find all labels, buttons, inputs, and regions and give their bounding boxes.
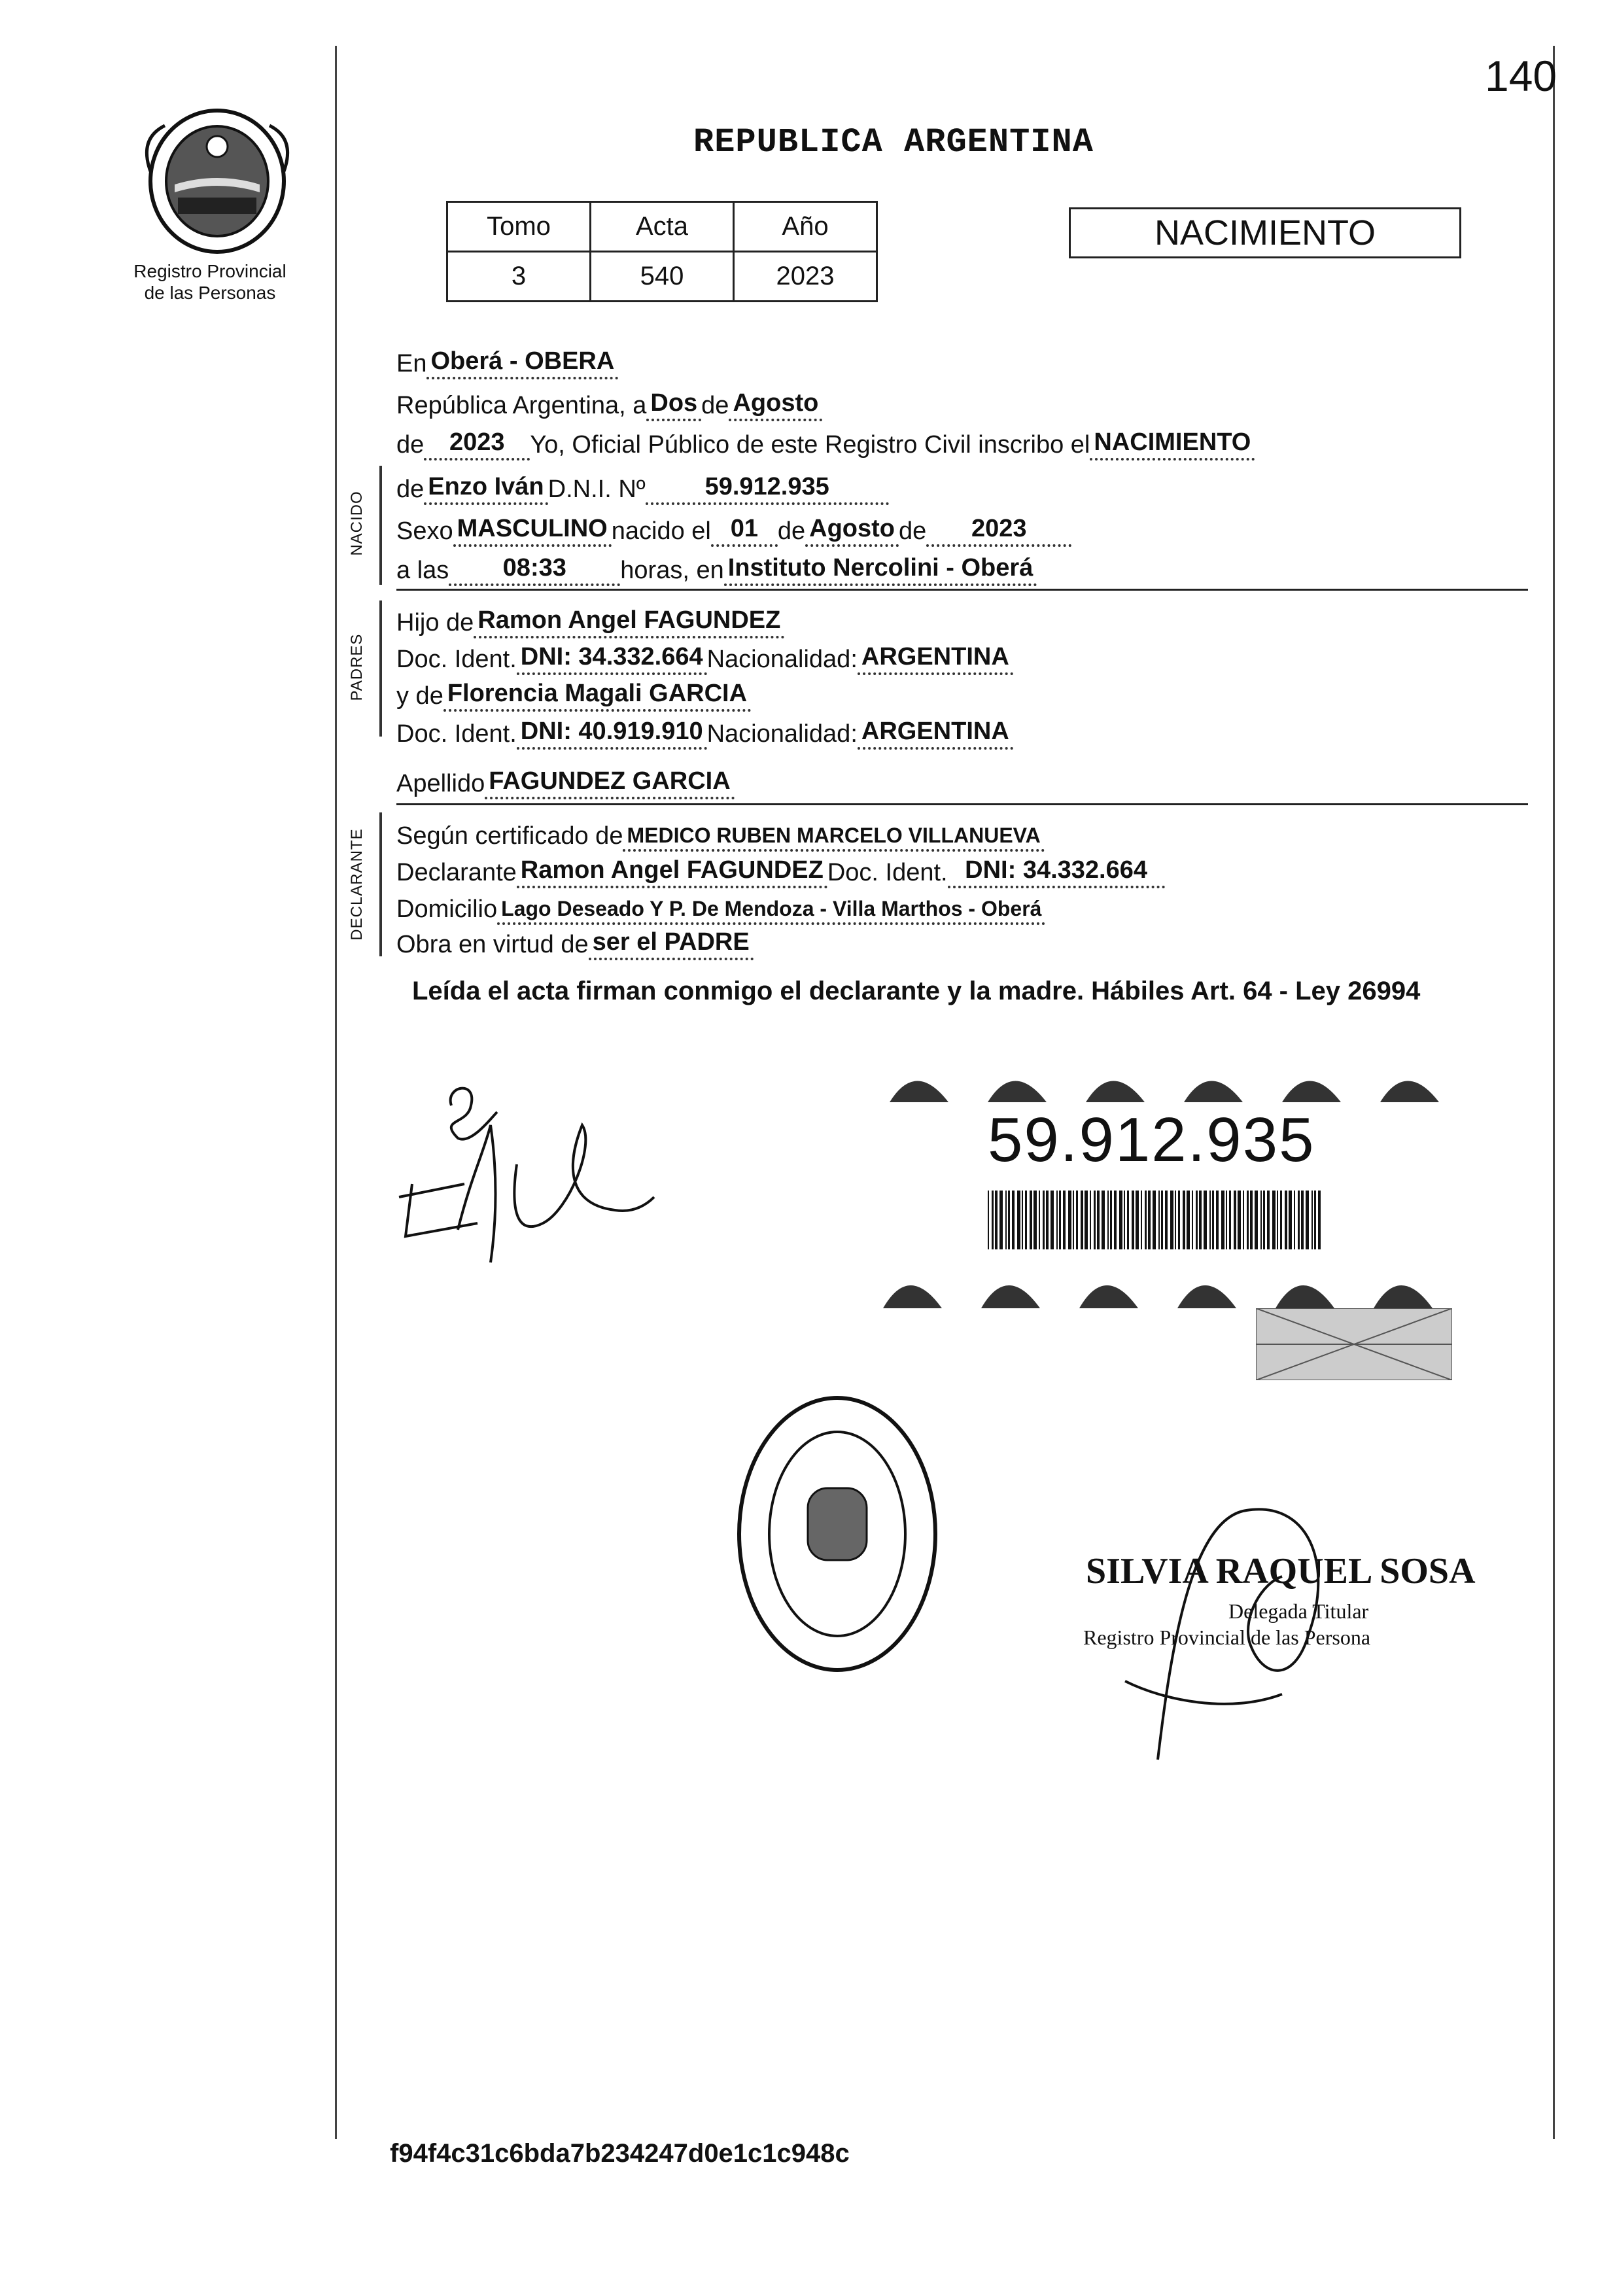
label-yde: y de (396, 682, 443, 710)
field-father-doc: DNI: 34.332.664 (517, 643, 707, 675)
left-margin-line (335, 46, 337, 2139)
page-number: 140 (1485, 52, 1557, 100)
barcode-bar (1209, 1191, 1211, 1249)
row-hijo (396, 602, 1528, 638)
registry-stamp (733, 1390, 942, 1678)
declarant-signature (386, 1066, 661, 1276)
barcode-bar (1294, 1191, 1295, 1249)
field-mother-doc: DNI: 40.919.910 (517, 718, 707, 750)
label-obra: Obra en virtud de (396, 931, 589, 958)
row-nacido-name (396, 468, 1528, 505)
field-declarant-doc: DNI: 34.332.664 (948, 856, 1165, 888)
barcode-bar (1199, 1191, 1202, 1249)
barcode-bar (1039, 1191, 1040, 1249)
label-domicilio: Domicilio (396, 896, 498, 923)
barcode-bar (1110, 1191, 1112, 1249)
field-time: 08:33 (449, 554, 620, 586)
act-type-box: NACIMIENTO (1069, 207, 1461, 258)
field-act-type: NACIMIENTO (1090, 428, 1255, 461)
barcode-bar (1234, 1191, 1236, 1249)
barcode-bar (1250, 1191, 1253, 1249)
field-month: Agosto (729, 389, 822, 421)
label-inscribo: Yo, Oficial Público de este Registro Civil inscribo el (530, 431, 1090, 459)
barcode-number: 59.912.935 (988, 1105, 1315, 1175)
barcode-bar (1170, 1191, 1173, 1249)
barcode-bar (1097, 1191, 1100, 1249)
label-hijo: Hijo de (396, 609, 474, 636)
table-value-tomo: 3 (447, 252, 591, 302)
row-republica (396, 385, 1528, 421)
field-dni: 59.912.935 (646, 473, 889, 505)
field-birth-day: 01 (711, 515, 778, 547)
registry-table (446, 201, 878, 302)
barcode-bar (1178, 1191, 1180, 1249)
label-nacido-de: de (396, 476, 425, 503)
label-de: de (701, 392, 729, 419)
right-margin-line (1553, 46, 1555, 2139)
table-value-ano: 2023 (734, 252, 877, 302)
barcode-bar (1161, 1191, 1163, 1249)
barcode (988, 1191, 1328, 1249)
barcode-bar (1216, 1191, 1219, 1249)
barcode-bar (1280, 1191, 1282, 1249)
label-sexo: Sexo (396, 517, 453, 545)
label-dni: D.N.I. Nº (547, 476, 646, 503)
field-apellido: FAGUNDEZ GARCIA (485, 767, 734, 799)
label-horas: horas, en (620, 557, 724, 584)
barcode-bar (1165, 1191, 1168, 1249)
barcode-bar (1187, 1191, 1190, 1249)
barcode-bar (1030, 1191, 1032, 1249)
field-sex: MASCULINO (453, 515, 612, 547)
document-title: REPUBLICA ARGENTINA (693, 123, 1094, 162)
row-certificado (396, 815, 1528, 852)
barcode-bar (999, 1191, 1003, 1249)
separator-1 (396, 589, 1528, 591)
barcode-bar (1226, 1191, 1227, 1249)
label-mother-nac: Nacionalidad: (706, 720, 858, 748)
row-obra (396, 924, 1528, 960)
barcode-bar (1124, 1191, 1125, 1249)
barcode-bar (992, 1191, 994, 1249)
barcode-bar (1238, 1191, 1241, 1249)
field-mother: Florencia Magali GARCIA (443, 680, 751, 712)
row-father-doc (396, 638, 1528, 675)
barcode-bar (1243, 1191, 1244, 1249)
barcode-bar (1136, 1191, 1139, 1249)
row-en (396, 343, 1528, 379)
barcode-bar (1260, 1191, 1262, 1249)
official-org: Registro Provincial de las Persona (1083, 1626, 1371, 1649)
barcode-bar (1263, 1191, 1265, 1249)
field-year: 2023 (424, 428, 530, 461)
label-declarant-doc: Doc. Ident. (827, 859, 948, 886)
barcode-bar (1081, 1191, 1083, 1249)
barcode-bar (1148, 1191, 1151, 1249)
field-father: Ramon Angel FAGUNDEZ (474, 606, 784, 638)
barcode-bar (1114, 1191, 1117, 1249)
logo-caption-line1: Registro Provincial (133, 261, 287, 281)
field-father-nationality: ARGENTINA (858, 643, 1013, 675)
barcode-bar (1314, 1191, 1316, 1249)
table-header-tomo: Tomo (447, 202, 591, 252)
barcode-bar (1022, 1191, 1023, 1249)
barcode-bar (1008, 1191, 1010, 1249)
label-apellido: Apellido (396, 770, 485, 797)
row-hora (396, 549, 1528, 586)
field-birth-place: Instituto Nercolini - Oberá (724, 554, 1037, 586)
barcode-bar (1272, 1191, 1276, 1249)
field-mother-nationality: ARGENTINA (858, 718, 1013, 750)
section-label-padres: PADRES (348, 633, 366, 701)
barcode-bar (1102, 1191, 1105, 1249)
barcode-bar (1017, 1191, 1020, 1249)
barcode-bar (1127, 1191, 1129, 1249)
barcode-bar (1212, 1191, 1214, 1249)
barcode-bar (1192, 1191, 1193, 1249)
declarante-bracket (379, 812, 382, 956)
barcode-bar (1012, 1191, 1015, 1249)
barcode-bar (1107, 1191, 1109, 1249)
barcode-bar (1043, 1191, 1045, 1249)
barcode-bar (1141, 1191, 1142, 1249)
field-birth-year: 2023 (926, 515, 1071, 547)
barcode-bar (1229, 1191, 1231, 1249)
document-hash: f94f4c31c6bda7b234247d0e1c1c948c (390, 2139, 850, 2168)
barcode-bar (1056, 1191, 1058, 1249)
barcode-sticker-top (877, 1056, 1491, 1109)
barcode-bar (1090, 1191, 1091, 1249)
row-sexo (396, 510, 1528, 547)
field-day-words: Dos (646, 389, 701, 421)
field-certificate: MEDICO RUBEN MARCELO VILLANUEVA (623, 824, 1044, 852)
field-name: Enzo Iván (424, 473, 547, 505)
barcode-bar (1196, 1191, 1198, 1249)
row-yde (396, 675, 1528, 712)
barcode-bar (1267, 1191, 1270, 1249)
barcode-bar (1301, 1191, 1304, 1249)
barcode-bar (1311, 1191, 1313, 1249)
label-en: En (396, 350, 427, 377)
field-declarant: Ramon Angel FAGUNDEZ (517, 856, 827, 888)
label-father-nac: Nacionalidad: (706, 646, 858, 673)
field-address: Lago Deseado Y P. De Mendoza - Villa Marthos - Oberá (497, 897, 1045, 925)
padres-bracket (379, 600, 382, 737)
label-declarante: Declarante (396, 859, 517, 886)
barcode-bar (1277, 1191, 1278, 1249)
field-place: Oberá - OBERA (426, 347, 618, 379)
barcode-bar (1285, 1191, 1287, 1249)
label-mother-doc: Doc. Ident. (396, 720, 517, 748)
label-certificado: Según certificado de (396, 822, 623, 850)
barcode-bar (1063, 1191, 1066, 1249)
separator-2 (396, 803, 1528, 805)
label-nacido-de2: de (777, 517, 806, 545)
label-republica: República Argentina, a (396, 392, 647, 419)
official-name: SILVIA RAQUEL SOSA (1086, 1551, 1476, 1592)
barcode-sticker-bottom (877, 1253, 1491, 1312)
logo-caption (122, 260, 298, 304)
logo-caption-line2: de las Personas (144, 283, 276, 303)
barcode-bar (1119, 1191, 1122, 1249)
barcode-bar (1094, 1191, 1096, 1249)
barcode-bar (1033, 1191, 1037, 1249)
barcode-bar (1247, 1191, 1249, 1249)
barcode-bar (1318, 1191, 1321, 1249)
barcode-bar (1085, 1191, 1088, 1249)
field-reason: ser el PADRE (589, 928, 754, 960)
table-value-acta: 540 (591, 252, 734, 302)
row-mother-doc (396, 713, 1528, 750)
barcode-bar (995, 1191, 998, 1249)
barcode-bar (1068, 1191, 1071, 1249)
table-header-ano: Año (734, 202, 877, 252)
row-inscribo (396, 424, 1528, 461)
barcode-bar (1306, 1191, 1309, 1249)
official-role: Delegada Titular (1228, 1599, 1369, 1623)
row-declarante (396, 852, 1528, 888)
barcode-bar (1175, 1191, 1176, 1249)
section-label-declarante: DECLARANTE (348, 828, 366, 941)
barcode-bar (988, 1191, 989, 1249)
barcode-bar (1132, 1191, 1134, 1249)
row-domicilio (396, 888, 1528, 925)
label-alas: a las (396, 557, 449, 584)
security-pattern (1256, 1308, 1452, 1380)
table-header-acta: Acta (591, 202, 734, 252)
row-apellido (396, 763, 1528, 799)
barcode-bar (1046, 1191, 1049, 1249)
barcode-bar (1183, 1191, 1185, 1249)
barcode-bar (1204, 1191, 1207, 1249)
reading-text: Leída el acta firman conmigo el declarante y la madre. Hábiles Art. 64 - Ley 26994 (412, 977, 1421, 1005)
label-father-doc: Doc. Ident. (396, 646, 517, 673)
barcode-bar (1298, 1191, 1300, 1249)
barcode-bar (1255, 1191, 1258, 1249)
barcode-bar (1158, 1191, 1160, 1249)
barcode-bar (1005, 1191, 1007, 1249)
label-nacido-el: nacido el (611, 517, 711, 545)
barcode-bar (1145, 1191, 1147, 1249)
barcode-bar (1073, 1191, 1074, 1249)
field-birth-month: Agosto (805, 515, 899, 547)
barcode-bar (1051, 1191, 1054, 1249)
barcode-bar (1221, 1191, 1224, 1249)
label-nacido-de3: de (899, 517, 927, 545)
barcode-bar (1153, 1191, 1156, 1249)
label-de2: de (396, 431, 425, 459)
nacido-bracket (379, 466, 382, 585)
provincial-logo (139, 106, 296, 256)
barcode-bar (1025, 1191, 1027, 1249)
section-label-nacido: NACIDO (348, 491, 366, 556)
barcode-bar (1059, 1191, 1061, 1249)
barcode-bar (1076, 1191, 1078, 1249)
barcode-bar (1289, 1191, 1292, 1249)
